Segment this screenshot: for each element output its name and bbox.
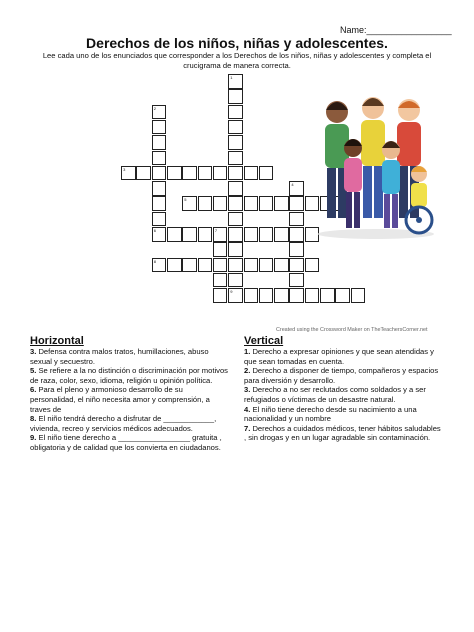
crossword-cell[interactable]: [259, 288, 274, 303]
crossword-cell[interactable]: [289, 242, 304, 257]
clue-number: 4.: [244, 404, 253, 414]
crossword-cell[interactable]: [305, 258, 320, 273]
crossword-cell[interactable]: [244, 288, 259, 303]
clue-number: 1.: [244, 347, 253, 356]
crossword-cell[interactable]: [244, 166, 259, 181]
clue-number: 3: [123, 166, 126, 172]
crossword-cell[interactable]: [152, 135, 167, 150]
clue-text: Se refiere a la no distinción o discriminación por motivos de raza, color, sexo, idioma, religión u opinión política.: [30, 366, 228, 385]
clue-number: 6: [153, 228, 156, 233]
crossword-cell[interactable]: [182, 227, 197, 242]
crossword-cell[interactable]: [152, 151, 167, 166]
vertical-clue: [244, 385, 444, 404]
clue-number: 2: [153, 105, 156, 111]
horizontal-clues: [30, 347, 230, 453]
horizontal-clue: [30, 385, 230, 414]
crossword-cell[interactable]: [213, 227, 228, 242]
crossword-cell[interactable]: [121, 166, 136, 181]
crossword-cell[interactable]: [152, 120, 167, 135]
clue-number: 6.: [30, 385, 39, 395]
clue-number: 9: [230, 289, 233, 295]
clue-text: El niño tendrá derecho a disfrutar de ____________, vivienda, recreo y servicios médicos adecuados.: [30, 414, 217, 433]
crossword-cell[interactable]: [289, 212, 304, 227]
clue-number: 7.: [244, 423, 253, 433]
crossword-cell[interactable]: [152, 166, 167, 181]
crossword-cell[interactable]: [182, 258, 197, 273]
crossword-cell[interactable]: [259, 227, 274, 242]
clue-number: 5: [184, 197, 187, 203]
clue-number: 5.: [30, 366, 39, 376]
crossword-cell[interactable]: [152, 258, 167, 273]
crossword-cell[interactable]: [198, 227, 213, 242]
crossword-cell[interactable]: [136, 166, 151, 181]
crossword-cell[interactable]: [274, 258, 289, 273]
crossword-cell[interactable]: [320, 288, 335, 303]
crossword-cell[interactable]: [152, 105, 167, 120]
horizontal-clue: [30, 347, 230, 366]
clue-text: Derecho a no ser reclutados como soldados y a ser refugiados o víctimas de un desastre natural.: [244, 385, 426, 404]
crossword-cell[interactable]: [244, 258, 259, 273]
clue-number: 8.: [30, 414, 39, 424]
crossword-cell[interactable]: [167, 227, 182, 242]
crossword-cell[interactable]: [213, 166, 228, 181]
horizontal-clue: [30, 433, 230, 452]
crossword-cell[interactable]: [152, 227, 167, 242]
crossword-cell[interactable]: [213, 196, 228, 211]
crossword-cell[interactable]: [182, 166, 197, 181]
vertical-clues: [244, 347, 444, 443]
clue-number: 3.: [244, 385, 253, 395]
instructions: Lee cada uno de los enunciados que corresponder a los Derechos de los niños, niñas y adolescentes y completa el crucigrama de manera correcta.: [42, 51, 432, 70]
vertical-clue: [244, 366, 444, 385]
crossword-cell[interactable]: [228, 273, 243, 288]
crossword-cell[interactable]: [274, 196, 289, 211]
clue-text: Para el pleno y armonioso desarrollo de su personalidad, el niño necesita amor y comprensión, a traves de: [30, 385, 210, 414]
crossword-cell[interactable]: [289, 181, 304, 196]
crossword-cell[interactable]: [228, 74, 243, 89]
clue-number: 9.: [30, 433, 39, 443]
crossword-cell[interactable]: [228, 151, 243, 166]
crossword-cell[interactable]: [351, 288, 366, 303]
crossword-cell[interactable]: [305, 288, 320, 303]
crossword-cell[interactable]: [228, 227, 243, 242]
crossword-cell[interactable]: [244, 227, 259, 242]
crossword-cell[interactable]: [259, 166, 274, 181]
horizontal-clue: [30, 414, 230, 433]
crossword-cell[interactable]: [289, 196, 304, 211]
crossword-cell[interactable]: [167, 166, 182, 181]
crossword-cell[interactable]: [198, 258, 213, 273]
crossword-cell[interactable]: [228, 89, 243, 104]
crossword-cell[interactable]: [289, 288, 304, 303]
vertical-heading: Vertical: [244, 335, 284, 347]
crossword-cell[interactable]: [228, 120, 243, 135]
children-illustration: [315, 88, 437, 240]
clue-number: 3.: [30, 347, 39, 356]
crossword-cell[interactable]: [259, 196, 274, 211]
clue-number: 4: [291, 182, 294, 188]
clue-text: El niño tiene derecho a _________________ gratuita , obligatoria y de calidad que los convierta en ciudadanos.: [30, 433, 222, 452]
crossword-cell[interactable]: [198, 196, 213, 211]
crossword-cell[interactable]: [228, 181, 243, 196]
crossword-cell[interactable]: [198, 166, 213, 181]
crossword-cell[interactable]: [213, 242, 228, 257]
clue-text: Derecho a expresar opiniones y que sean atendidas y que sean tomadas en cuenta.: [244, 347, 434, 366]
page-title: Derechos de los niños, niñas y adolescentes.: [86, 35, 388, 51]
crossword-cell[interactable]: [228, 105, 243, 120]
crossword-cell[interactable]: [335, 288, 350, 303]
crossword-cell[interactable]: [244, 196, 259, 211]
clue-number: 7: [214, 228, 218, 233]
crossword-credit: Created using the Crossword Maker on TheTeachersCorner.net: [276, 327, 428, 333]
crossword-cell[interactable]: [152, 212, 167, 227]
clue-text: Derecho a disponer de tiempo, compañeros y espacios para diversión y desarrollo.: [244, 366, 439, 385]
clue-text: Derechos a cuidados médicos, tener hábitos saludables , sin drogas y en un lugar agradable sin contaminación.: [244, 423, 441, 443]
crossword-cell[interactable]: [182, 196, 197, 211]
crossword-cell[interactable]: [289, 227, 304, 242]
horizontal-clue: [30, 366, 230, 385]
crossword-cell[interactable]: [228, 196, 243, 211]
clue-text: El niño tiene derecho desde su nacimiento a una nacionalidad y un nombre: [244, 404, 417, 424]
vertical-clue: [244, 405, 444, 424]
crossword-cell[interactable]: [289, 273, 304, 288]
clue-text: Defensa contra malos tratos, humillaciones, abuso sexual y secuestro.: [30, 347, 209, 366]
crossword-cell[interactable]: [274, 227, 289, 242]
horizontal-heading: Horizontal: [30, 335, 84, 347]
crossword-cell[interactable]: [213, 288, 228, 303]
vertical-clue: [244, 424, 444, 443]
vertical-clue: [244, 347, 444, 366]
crossword-cell[interactable]: [259, 258, 274, 273]
crossword-cell[interactable]: [152, 181, 167, 196]
crossword-cell[interactable]: [228, 166, 243, 181]
crossword-cell[interactable]: [213, 258, 228, 273]
clue-number: 8: [153, 258, 156, 264]
crossword-cell[interactable]: [228, 135, 243, 150]
crossword-cell[interactable]: [228, 258, 243, 273]
crossword-cell[interactable]: [228, 242, 243, 257]
name-field[interactable]: Name:_________________: [340, 25, 452, 35]
crossword-cell[interactable]: [289, 258, 304, 273]
crossword-cell[interactable]: [167, 258, 182, 273]
clue-number: 2.: [244, 366, 253, 376]
crossword-cell[interactable]: [228, 212, 243, 227]
crossword-cell[interactable]: [274, 288, 289, 303]
clue-number: 1: [230, 75, 233, 80]
crossword-cell[interactable]: [152, 196, 167, 211]
crossword-cell[interactable]: [213, 273, 228, 288]
crossword-cell[interactable]: [228, 288, 243, 303]
